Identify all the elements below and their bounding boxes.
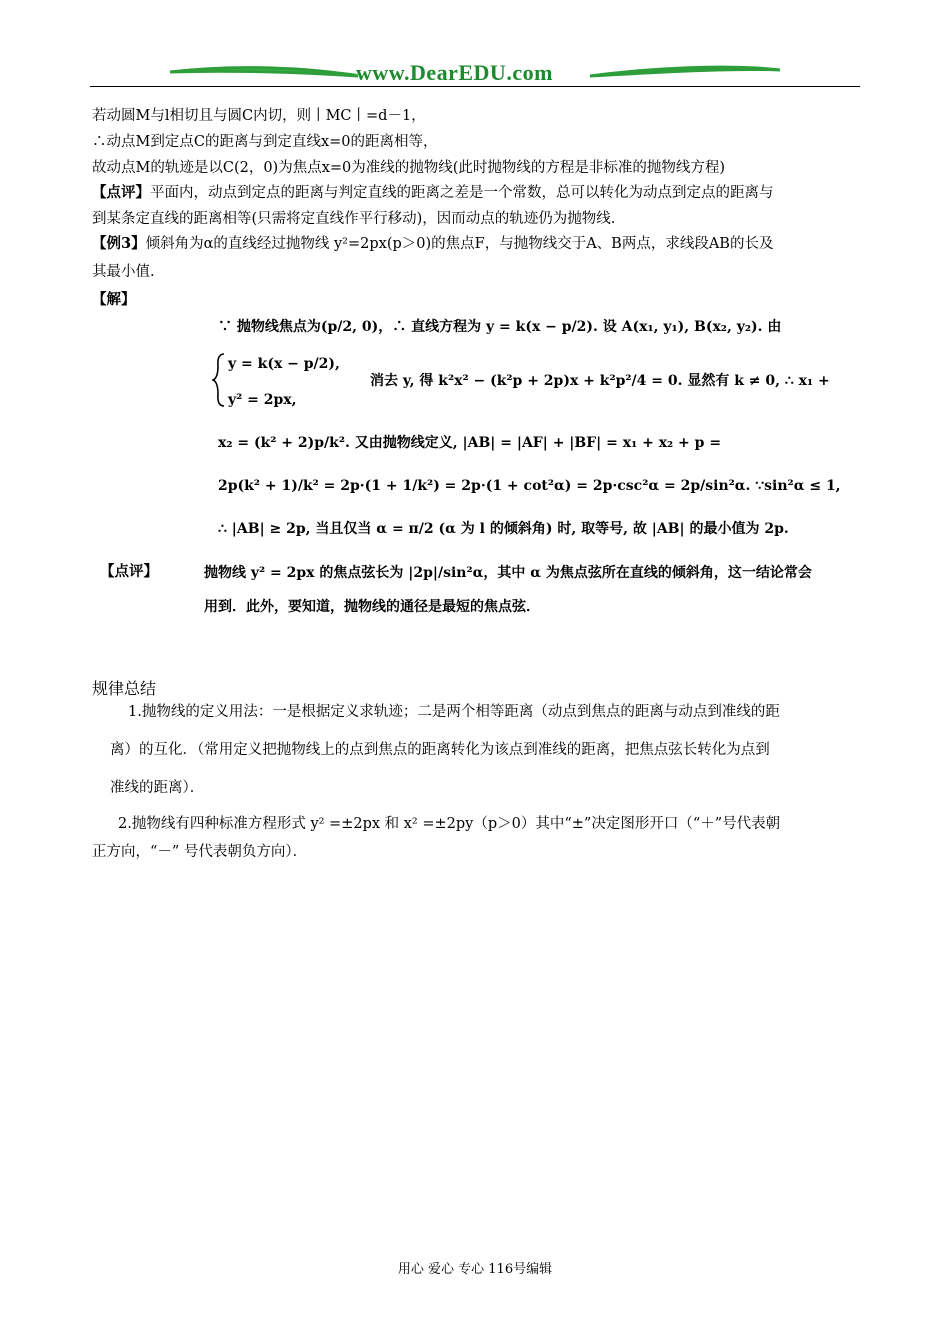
- example-text-a: 倾斜角为α的直线经过抛物线 y²=2px(p＞0)的焦点F，与抛物线交于A、B两点，求线段AB的长及: [145, 236, 774, 252]
- comment2-text-a: 抛物线 y² = 2px 的焦点弦长为 |2p|/sin²α，其中 α 为焦点弦所在直线的倾斜角，这一结论常会: [204, 565, 812, 581]
- example-text-b: 其最小值.: [92, 264, 155, 280]
- solution-tag: 【解】: [92, 291, 136, 308]
- summary-p1-c: 准线的距离）．: [110, 780, 205, 796]
- header-divider: [90, 86, 860, 87]
- solution-line-2: 消去 y, 得 k²x² − (k²p + 2p)x + k²p²/4 = 0. 显然有 k ≠ 0, ∴ x₁ +: [370, 373, 830, 389]
- summary-p1-a: 1.抛物线的定义用法：一是根据定义求轨迹；二是两个相等距离（动点到焦点的距离与动点到准线的距: [128, 704, 780, 720]
- site-brand: www.DearEDU.com: [356, 60, 553, 85]
- text-line-3: 故动点M的轨迹是以C(2，0)为焦点x=0为准线的抛物线(此时抛物线的方程是非标准的抛物线方程): [92, 160, 726, 176]
- comment2-text-b: 用到．此外，要知道，抛物线的通径是最短的焦点弦．: [204, 599, 540, 615]
- summary-p1-b: 离）的互化．（常用定义把抛物线上的点到焦点的距离转化为该点到准线的距离，把焦点弦长转化为点到: [110, 742, 770, 758]
- comment-text-a: 平面内，动点到定点的距离与判定直线的距离之差是一个常数，总可以转化为动点到定点的距离与: [150, 185, 774, 201]
- system-brace: [212, 352, 226, 408]
- system-eq-2: y² = 2px,: [228, 392, 297, 408]
- comment-tag: 【点评】: [92, 184, 150, 201]
- example-tag: 【例3】: [92, 235, 146, 252]
- page-footer: 用心 爱心 专心 116号编辑: [397, 1262, 553, 1277]
- comment2-tag: 【点评】: [100, 563, 158, 580]
- text-line-1: 若动圆M与l相切且与圆C内切，则丨MC丨=d－1，: [92, 108, 426, 124]
- summary-p2-b: 正方向，“－” 号代表朝负方向）．: [92, 844, 308, 860]
- comment-text-b: 到某条定直线的距离相等(只需将定直线作平行移动)，因而动点的轨迹仍为抛物线.: [92, 211, 616, 227]
- summary-title: 规律总结: [92, 679, 157, 698]
- solution-line-3: x₂ = (k² + 2)p/k². 又由抛物线定义, |AB| = |AF| + |BF| = x₁ + x₂ + p =: [218, 435, 722, 451]
- solution-line-5: ∴ |AB| ≥ 2p, 当且仅当 α = π/2 (α 为 l 的倾斜角) 时, 取等号, 故 |AB| 的最小值为 2p.: [218, 521, 789, 537]
- system-eq-1: y = k(x − p/2),: [228, 356, 340, 372]
- solution-line-4: 2p(k² + 1)/k² = 2p·(1 + 1/k²) = 2p·(1 + cot²α) = 2p·csc²α = 2p/sin²α. ∵sin²α ≤ 1,: [218, 478, 841, 494]
- text-line-2: ∴动点M到定点C的距离与到定直线x=0的距离相等，: [92, 134, 438, 150]
- summary-p2-a: 2.抛物线有四种标准方程形式 y² =±2px 和 x² =±2py（p＞0）其中“±”决定图形开口（“＋”号代表朝: [118, 816, 781, 832]
- solution-line-1: ∵ 抛物线焦点为(p/2, 0)，∴ 直线方程为 y = k(x − p/2). 设 A(x₁, y₁), B(x₂, y₂). 由: [218, 319, 782, 335]
